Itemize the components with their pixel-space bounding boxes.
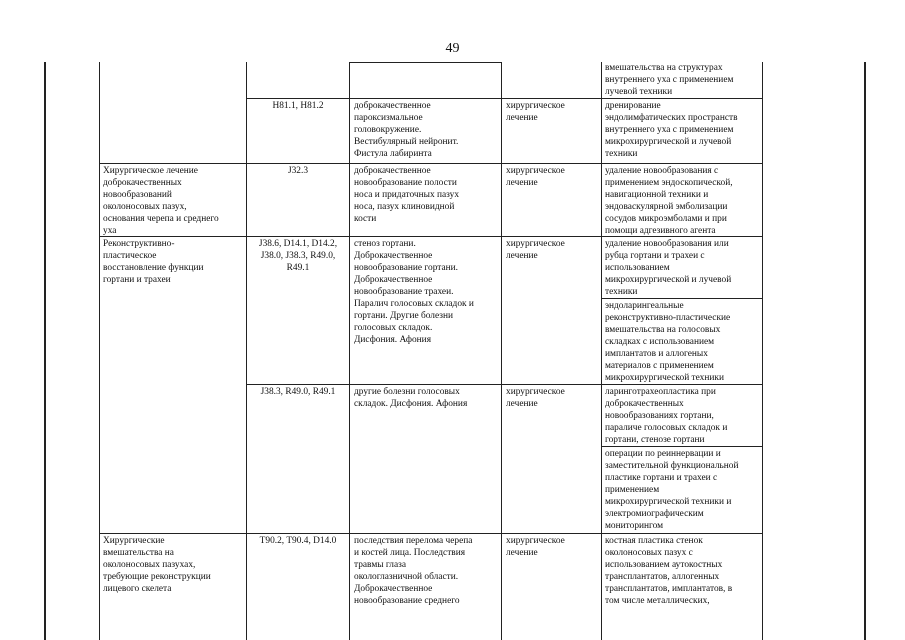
row-4-procedure: Реконструктивно- пластическое восстановление функции гортани и трахеи (103, 239, 204, 285)
row-separator-5 (99, 533, 762, 534)
column-divider-2 (246, 62, 247, 640)
column-divider-4 (501, 98, 502, 640)
row-6-diagnosis: последствия перелома черепа и костей лица. Последствия травмы глаза окологлазничной области. Доброкачественное новообразование среднего (354, 536, 473, 606)
row-3-method-1: удаление новообразования с применением эндоскопической, навигационной техники и эндоваскулярной эмболизации сосудов микроэмболами и при помощи адгезивного агента (605, 166, 733, 236)
row-1-box-right (501, 62, 502, 98)
column-divider-6 (762, 62, 763, 640)
row-4-diagnosis: стеноз гортани. Доброкачественное новообразование гортани. Доброкачественное новообразование трахеи. Паралич голосовых складок и гортани. Другие болезни голосовых складок. Дисфония. Афония (354, 239, 474, 345)
row-3-codes: J32.3 (287, 166, 309, 176)
page-right-border (864, 62, 866, 640)
row-5-codes: J38.3, R49.0, R49.1 (260, 387, 336, 397)
row-2-codes: H81.1, H81.2 (272, 101, 324, 111)
row-separator-2 (99, 163, 762, 164)
method-separator-4 (601, 298, 762, 299)
row-6-procedure: Хирургические вмешательства на околоносовых пазухах, требующие реконструкции лицевого скелета (103, 536, 211, 594)
row-separator-4 (246, 384, 762, 385)
row-2-treatment: хирургическое лечение (506, 101, 565, 123)
page-number: 49 (445, 41, 460, 56)
row-2-diagnosis: доброкачественное пароксизмальное головокружение. Вестибулярный нейронит. Фистула лабиринта (354, 101, 459, 159)
page-left-border (44, 62, 46, 640)
row-4-codes: J38.6, D14.1, D14.2, J38.0, J38.3, R49.0, R49.1 (258, 239, 338, 273)
row-5-method-2: операции по реиннервации и заместительной функциональной пластике гортани и трахеи с применением микрохирургической техники и электромиографическим мониторингом (605, 449, 739, 531)
row-1-box-top (349, 62, 501, 63)
column-divider-5 (601, 62, 602, 640)
row-4-treatment: хирургическое лечение (506, 239, 565, 261)
row-4-method-2: эндоларингеальные реконструктивно-пластические вмешательства на голосовых складках с использованием имплантатов и аллогеных материалов с применением микрохирургической техники (605, 301, 731, 383)
row-5-method-1: ларинготрахеопластика при доброкачественных новообразованиях гортани, параличе голосовых складок и гортани, стенозе гортани (605, 387, 728, 445)
row-3-treatment: хирургическое лечение (506, 166, 565, 188)
row-separator-1 (246, 98, 762, 99)
row-1-method-1: вмешательства на структурах внутреннего уха с применением лучевой техники (605, 63, 734, 97)
row-5-treatment: хирургическое лечение (506, 387, 565, 409)
row-6-method-1: костная пластика стенок околоносовых пазух с использованием аутокостных трансплантатов, аллогенных трансплантатов, имплантатов, в том числе металлических, (605, 536, 733, 606)
row-6-codes: T90.2, T90.4, D14.0 (259, 536, 337, 546)
method-separator-5 (601, 446, 762, 447)
row-2-method-1: дренирование эндолимфатических пространств внутреннего уха с применением микрохирургической и лучевой техники (605, 101, 738, 159)
row-4-method-1: удаление новообразования или рубца гортани и трахеи с использованием микрохирургической и лучевой техники (605, 239, 732, 297)
column-divider-3 (349, 62, 350, 640)
row-6-treatment: хирургическое лечение (506, 536, 565, 558)
column-divider-1 (99, 62, 100, 640)
row-3-procedure: Хирургическое лечение доброкачественных новообразований околоносовых пазух, основания черепа и среднего уха (103, 166, 219, 236)
row-3-diagnosis: доброкачественное новообразование полости носа и придаточных пазух носа, пазух клиновидной кости (354, 166, 460, 224)
row-5-diagnosis: другие болезни голосовых складок. Дисфония. Афония (354, 387, 468, 409)
